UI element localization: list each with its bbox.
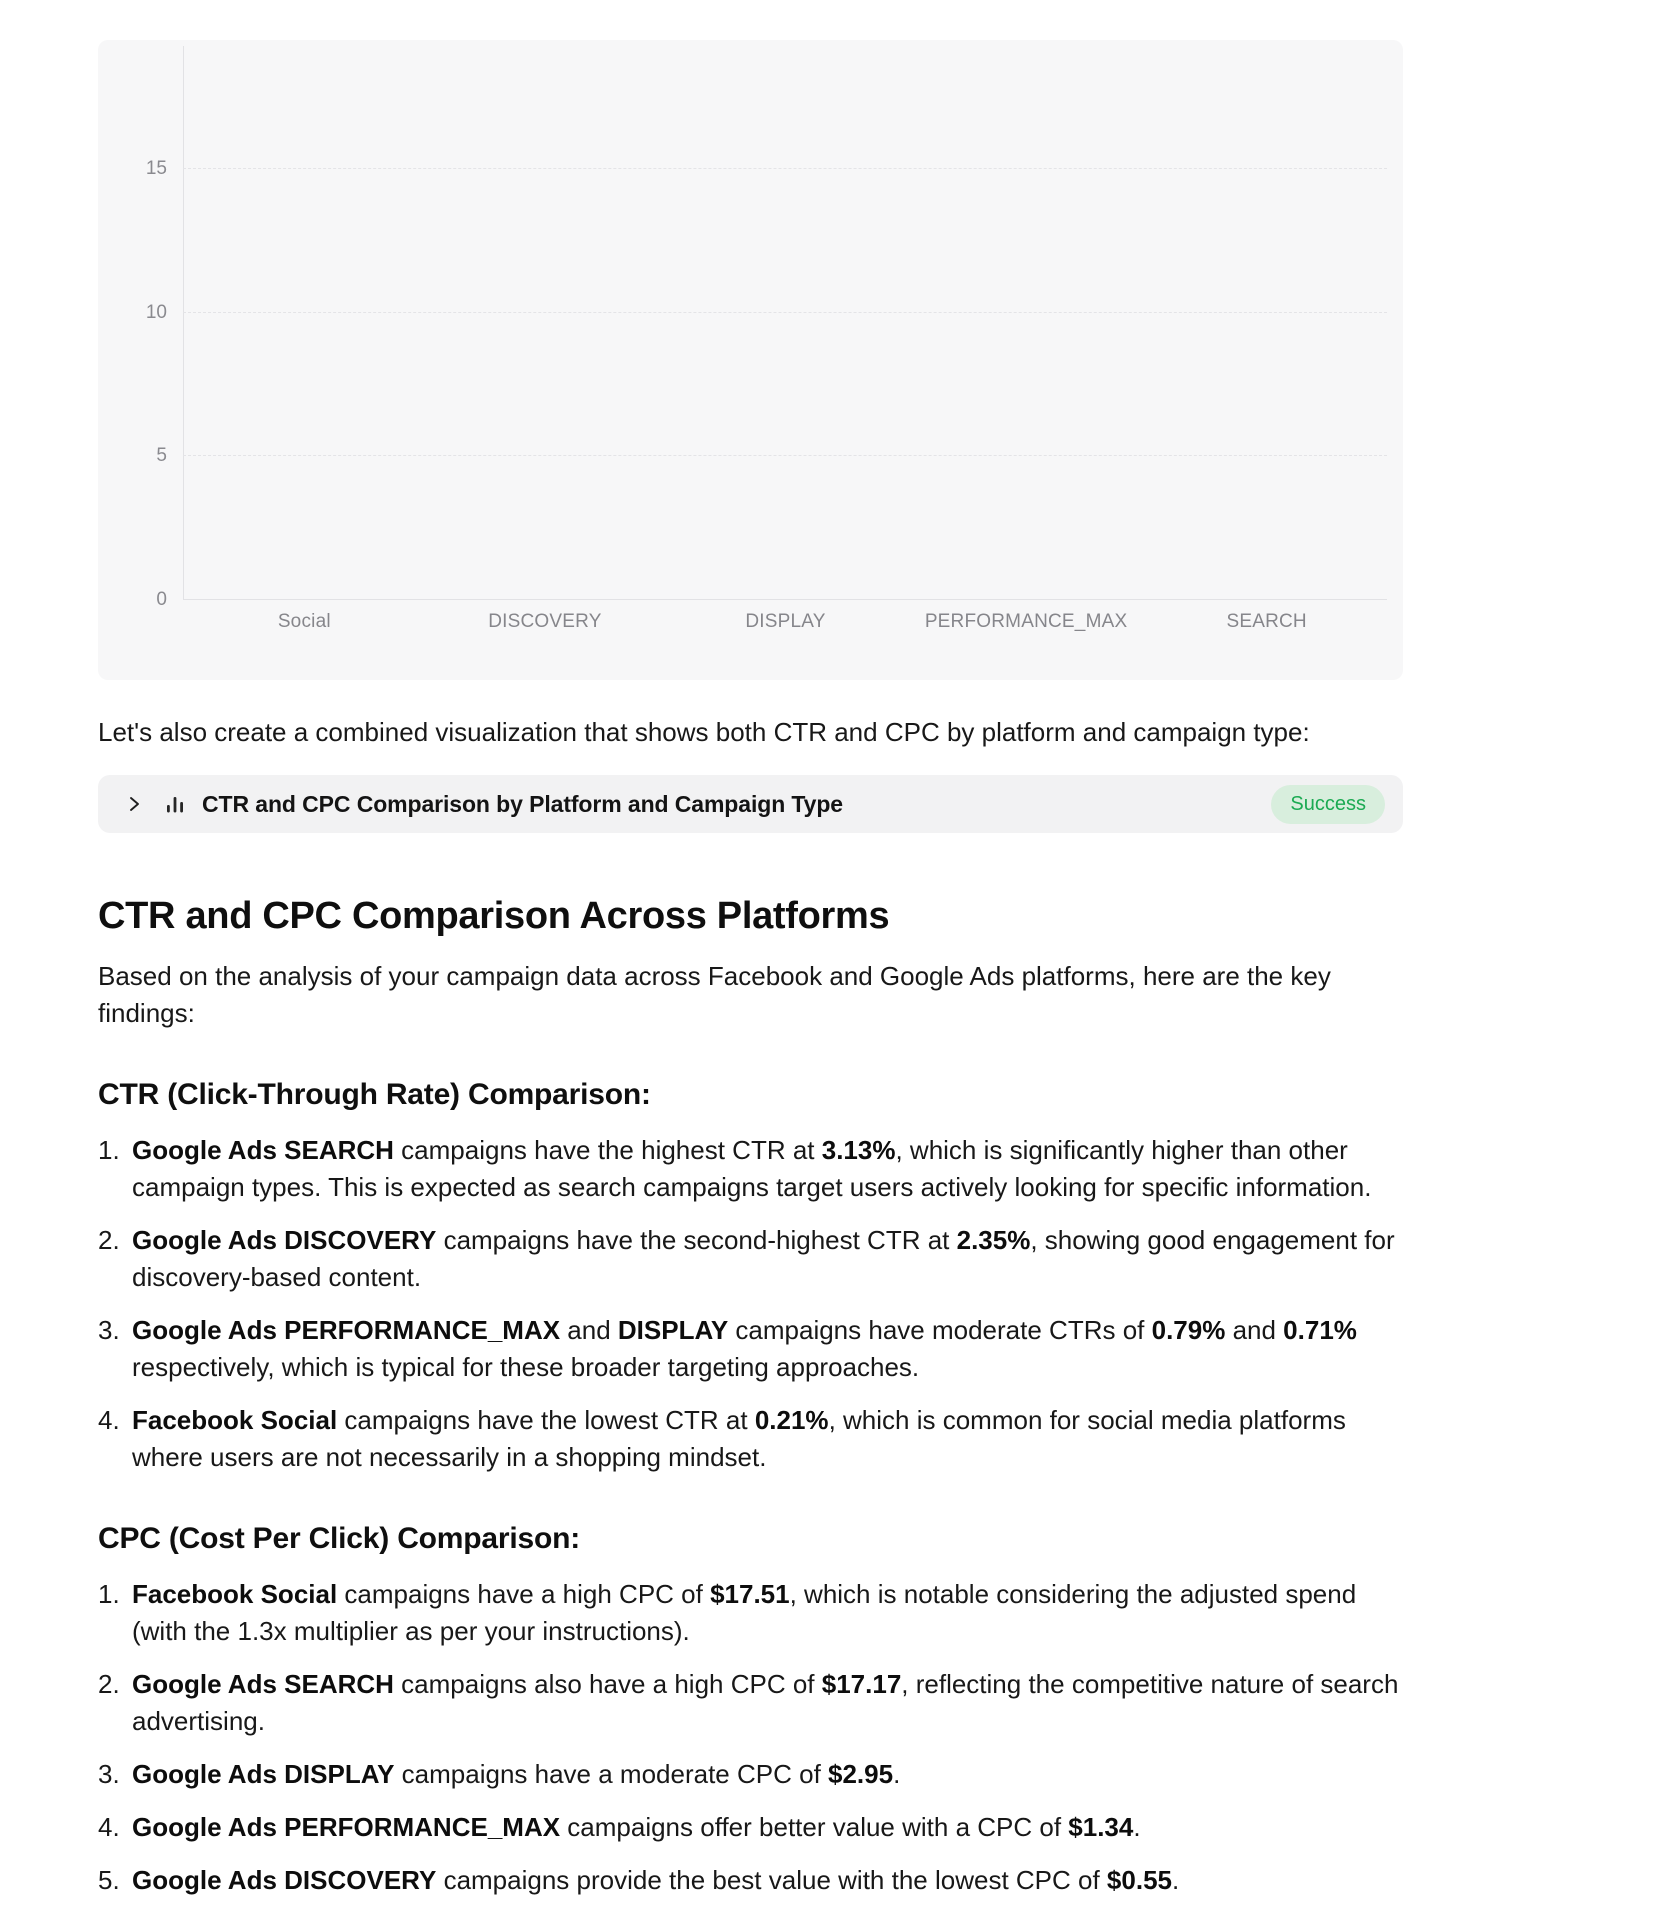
status-badge: Success [1271,785,1385,824]
list-item-text: Google Ads PERFORMANCE_MAX and DISPLAY campaigns have moderate CTRs of 0.79% and 0.71% respectively, which is typical for these broader targeting approaches. [132,1315,1357,1382]
x-tick-label: DISCOVERY [488,611,602,632]
artifact-toggle-row[interactable] [98,775,1403,833]
list-item-text: Google Ads SEARCH campaigns have the highest CTR at 3.13%, which is significantly higher than other campaign types. This is expected as search campaigns target users actively looking for specific information. [132,1135,1372,1202]
list-item-text: Google Ads DISCOVERY campaigns have the second-highest CTR at 2.35%, showing good engagement for discovery-based content. [132,1225,1395,1292]
report-title: CTR and CPC Comparison Across Platforms [98,895,890,937]
list-item-number: 1. [98,1579,120,1609]
x-axis-tick-labels [184,611,1387,633]
report-section [98,1522,1403,1899]
list-item-number: 3. [98,1315,120,1345]
section-heading: CTR (Click-Through Rate) Comparison: [98,1078,651,1111]
list-item [98,1312,1403,1386]
list-item-text: Google Ads DISCOVERY campaigns provide the best value with the lowest CPC of $0.55. [132,1865,1180,1895]
report-lead: Based on the analysis of your campaign data across Facebook and Google Ads platforms, here are the key findings: [98,961,1331,1028]
list-item [98,1666,1403,1740]
bar-chart-icon [164,793,186,815]
y-tick-label: 10 [145,301,167,323]
list-item-text: Facebook Social campaigns have a high CPC of $17.51, which is notable considering the adjusted spend (with the 1.3x multiplier as per your instructions). [132,1579,1357,1646]
numbered-list [98,1132,1403,1476]
list-item-number: 4. [98,1405,120,1435]
y-tick-label: 15 [145,158,167,180]
y-tick-label: 5 [156,445,167,467]
list-item-text: Google Ads DISPLAY campaigns have a moderate CPC of $2.95. [132,1759,901,1789]
list-item-text: Google Ads PERFORMANCE_MAX campaigns offer better value with a CPC of $1.34. [132,1812,1141,1842]
list-item [98,1402,1403,1476]
list-item-number: 5. [98,1865,120,1895]
list-item-text: Google Ads SEARCH campaigns also have a high CPC of $17.17, reflecting the competitive nature of search advertising. [132,1669,1399,1736]
intro-text: Let's also create a combined visualization that shows both CTR and CPC by platform and campaign type: [98,717,1310,747]
artifact-title: CTR and CPC Comparison by Platform and Campaign Type [202,790,844,817]
list-item-number: 4. [98,1812,120,1842]
list-item [98,1809,1403,1846]
chart-bars [184,66,1387,600]
x-tick-label: SEARCH [1226,611,1307,632]
chart-plot-area [145,66,1387,632]
x-tick-label: PERFORMANCE_MAX [924,611,1128,632]
x-tick-label: DISPLAY [745,611,826,632]
list-item-number: 3. [98,1759,120,1789]
list-item [98,1576,1403,1650]
report-sections [98,1078,1403,1899]
cpc-bar-chart-card [98,40,1403,680]
list-item [98,1222,1403,1296]
list-item [98,1862,1403,1899]
list-item-number: 2. [98,1225,120,1255]
list-item-text: Facebook Social campaigns have the lowest CTR at 0.21%, which is common for social media platforms where users are not necessarily in a shopping mindset. [132,1405,1346,1472]
chevron-right-icon[interactable] [124,794,144,814]
numbered-list [98,1576,1403,1899]
list-item [98,1756,1403,1793]
list-item-number: 1. [98,1135,120,1165]
list-item-number: 2. [98,1669,120,1699]
x-tick-label: Social [277,611,331,632]
report-section [98,1078,1403,1476]
list-item [98,1132,1403,1206]
section-heading: CPC (Cost Per Click) Comparison: [98,1522,581,1555]
y-tick-label: 0 [156,589,167,610]
